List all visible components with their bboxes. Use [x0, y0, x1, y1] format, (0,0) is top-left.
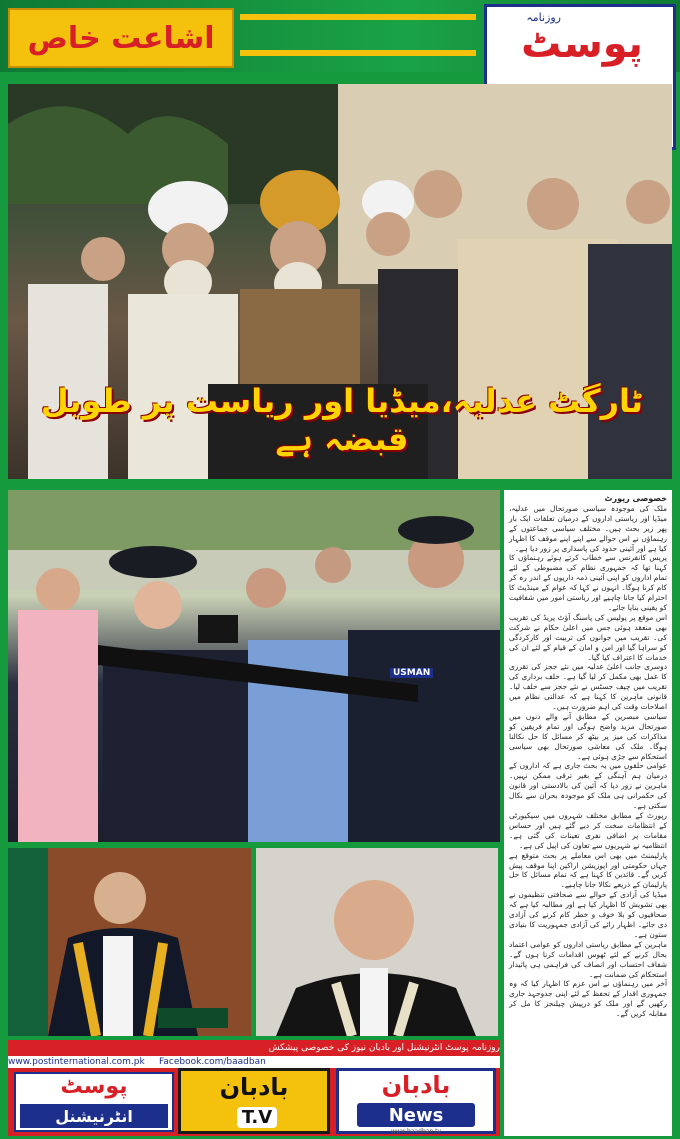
oath-photo	[8, 848, 251, 1036]
header-stripe	[240, 14, 476, 20]
baadban-tv-name: بادبان	[219, 1073, 289, 1101]
ceremony-photo	[8, 490, 500, 842]
header-stripe	[240, 50, 476, 56]
article-paragraph: آخر میں رہنماؤں نے اس عزم کا اظہار کیا کہ وہ جمہوری اقدار کے تحفظ کے لئے اپنی جدوجہد جاری رکھیں گے اور ملک کو درپیش چیلنجز کا مل کر مقابلہ کریں گے۔	[509, 979, 667, 1019]
main-photo	[8, 84, 672, 479]
article-paragraph: ملک کی موجودہ سیاسی صورتحال میں عدلیہ، میڈیا اور ریاستی اداروں کے درمیان تعلقات ایک بار پھر زیر بحث ہیں۔ مختلف سیاسی جماعتوں کے رہنماؤں نے اس حوالے سے اپنے اپنے موقف کا اظہار کیا ہے اور آئینی حدود کی پاسداری پر زور دیا ہے۔	[509, 503, 667, 553]
article-paragraph: پارلیمنٹ میں بھی اس معاملے پر بحث متوقع ہے جہاں حکومتی اور اپوزیشن اراکین اپنا موقف پیش کریں گے۔ قائدین کا کہنا ہے کہ تمام مسائل کا حل پارلیمان کے ذریعے نکالا جانا چاہیے۔	[509, 850, 667, 890]
baadban-tv-badge: T.V	[237, 1107, 277, 1128]
judge-portrait-illustration	[256, 848, 498, 1036]
footer-logo-post-name: پوسٹ	[60, 1074, 128, 1099]
footer-logo-baadban-news	[336, 1068, 496, 1134]
article-paragraph: پریس کانفرنس سے خطاب کرتے ہوئے رہنماؤں کا کہنا تھا کہ جمہوری نظام کی مضبوطی کے لئے تمام اداروں کو اپنی آئینی ذمہ داریوں کے اندر رہ کر کام کرنا ہوگا۔ انہوں نے کہا کہ عوام کے مینڈیٹ کا احترام کیا جانا چاہیے اور ریاستی امور میں شفافیت کو یقینی بنایا جائے۔	[509, 553, 667, 612]
oath-photo-illustration	[8, 848, 251, 1036]
article-column	[504, 490, 672, 1136]
logo-name: پوسٹ	[521, 21, 643, 67]
article-paragraph: ماہرین کے مطابق ریاستی اداروں کو عوامی اعتماد بحال کرنے کے لئے ٹھوس اقدامات کرنا ہوں گے۔ شفاف احتساب اور انصاف کی فراہمی ہی پائیدار استحکام کی ضمانت ہے۔	[509, 939, 667, 979]
article-paragraph: دوسری جانب اعلیٰ عدلیہ میں نئے ججز کی تقرری کا عمل بھی مکمل کر لیا گیا ہے۔ حلف برداری کی تقریب میں چیف جسٹس نے نئے ججز سے حلف لیا۔ قانونی ماہرین کا کہنا ہے کہ عدالتی نظام میں اصلاحات وقت کی اہم ضرورت ہیں۔	[509, 662, 667, 712]
article-paragraph: سیاسی مبصرین کے مطابق آنے والے دنوں میں صورتحال مزید واضح ہوگی اور تمام فریقین کو مذاکرات کی میز پر بیٹھ کر مسائل کا حل نکالنا ہوگا۔ ملک کی معاشی صورتحال بھی سیاسی استحکام سے جڑی ہوئی ہے۔	[509, 711, 667, 761]
section-tag: اشاعت خاص	[8, 8, 234, 68]
ceremony-photo-illustration	[8, 490, 500, 842]
article-paragraph: عوامی حلقوں میں یہ بحث جاری ہے کہ اداروں کے درمیان ہم آہنگی کے بغیر ترقی ممکن نہیں۔ ماہرین نے زور دیا کہ آئین کی بالادستی اور قانون کی حکمرانی ہی ملک کو موجودہ بحران سے نکال سکتی ہے۔	[509, 761, 667, 811]
officer-name-badge: USMAN	[390, 668, 433, 678]
footer-logo-baadban-tv	[178, 1068, 330, 1134]
website-link[interactable]: www.postinternational.com.pk	[8, 1057, 145, 1067]
footer-logo-post-subtitle: انٹرنیشنل	[20, 1104, 168, 1128]
judge-portrait	[256, 848, 498, 1036]
footer-logo-post	[14, 1072, 174, 1132]
footer-links	[8, 1056, 500, 1068]
article-paragraph: رپورٹ کے مطابق مختلف شہروں میں سیکیورٹی کے انتظامات سخت کر دیے گئے ہیں اور حساس مقامات پر اضافی نفری تعینات کی گئی ہے۔ انتظامیہ نے شہریوں سے تعاون کی اپیل کی ہے۔	[509, 811, 667, 850]
article-paragraph: اس موقع پر پولیس کی پاسنگ آؤٹ پریڈ کی تقریب بھی منعقد ہوئی جس میں اعلیٰ حکام نے شرکت کی۔ تقریب میں جوانوں کی تربیت اور کارکردگی کو سراہا گیا اور امن و امان کے قیام کے لئے ان کی خدمات کا اعتراف کیا گیا۔	[509, 612, 667, 662]
logo-daily-label: روزنامہ	[526, 11, 561, 24]
article-byline: خصوصی رپورٹ	[604, 494, 667, 503]
baadban-news-url: www.baadban.tv	[390, 1128, 442, 1135]
main-headline: ٹارگٹ عدلیہ،میڈیا اور ریاست پر طویل قبضہ ہے	[40, 382, 644, 458]
article-paragraph: میڈیا کی آزادی کے حوالے سے صحافتی تنظیموں نے بھی تشویش کا اظہار کیا ہے اور مطالبہ کیا ہے کہ صحافیوں کو بلا خوف و خطر کام کرنے کی آزادی دی جائے۔ اظہار رائے کی آزادی جمہوریت کا بنیادی ستون ہے۔	[509, 890, 667, 939]
footer-ticker: روزنامہ پوسٹ انٹرنیشنل اور بادبان نیوز کی خصوصی پیشکش	[8, 1040, 500, 1056]
baadban-news-badge: News	[357, 1103, 475, 1127]
facebook-link[interactable]: Facebook.com/baadban	[159, 1057, 266, 1067]
baadban-news-name: بادبان	[381, 1071, 451, 1099]
footer-banner	[8, 1040, 500, 1136]
